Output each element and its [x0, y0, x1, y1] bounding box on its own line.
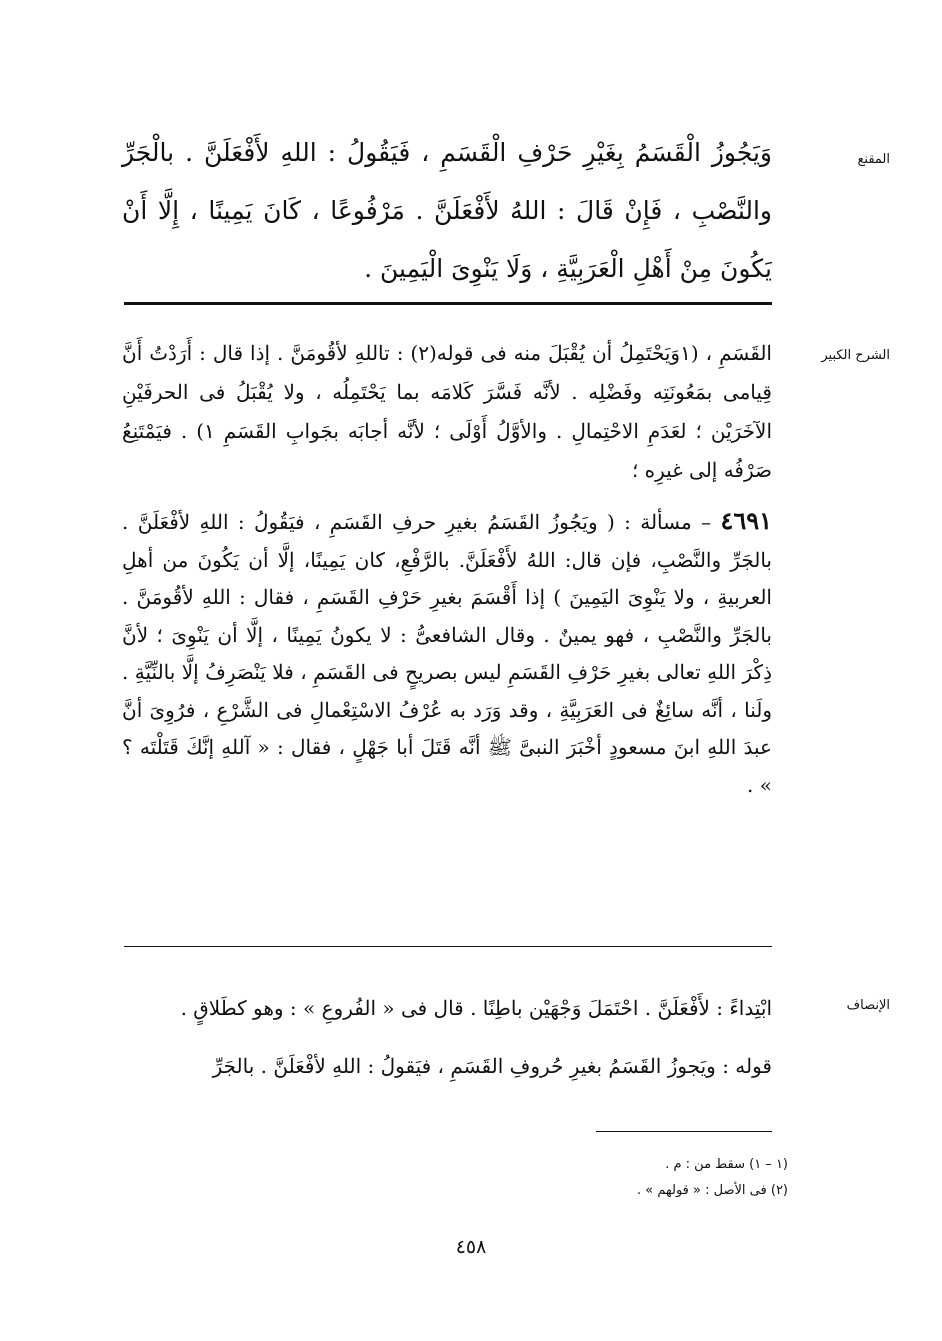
muqni-paragraph: وَيَجُوزُ الْقَسَمُ بِغَيْرِ حَرْفِ الْقَسَمِ ، فَيَقُولُ : اللهِ لأَفْعَلَنَّ . بالْجَرِّ والنَّصْبِ ، فَإِنْ قَالَ : اللهُ لأَفْعَلَنَّ . مَرْفُوعًا ، كَانَ يَمِينًا ، إِلَّا أَنْ يَكُونَ مِنْ أَهْلِ الْعَرَبِيَّةِ ، وَلَا يَنْوِىَ الْيَمِينَ . [122, 138, 772, 283]
footnotes [420, 1152, 788, 1204]
sharh-paragraph: القَسَمِ ، (١وَيَحْتَمِلُ أن يُقْبَلَ منه فى قوله(٢) : تاللهِ لأقُومَنَّ . إذا قال : أَرَدْتُ أَنَّ قِيامى بمَعُونَتِه وفَضْلِه . لأنَّه فَسَّرَ كَلامَه بما يَحْتَمِلُه ، ولا يُقْبَلُ فى الحرفَيْنِ الآخَرَيْن ؛ لعَدَمِ الاحْتِمالِ . والأوَّلُ أَوْلَى ؛ لأنَّه أجابَه بجَوابِ القَسَمِ ١) . فيَمْتَنِعُ صَرْفُه إلى غيرِه ؛ [122, 341, 773, 482]
footnote: (١ – ١) سقط من : م . [665, 1157, 788, 1172]
section-divider-thick [124, 302, 772, 305]
section-label-sharh: الشرح الكبير [821, 348, 890, 363]
section-label-muqni: المقنع [857, 152, 890, 167]
insaf-line: ابْتِداءً : لأَفْعَلَنَّ . احْتَمَلَ وَجْهَيْن باطِنًا . قال فى « الفُروعِ » : وهو كطَلاقٍ . [180, 996, 772, 1020]
page-number: ٤٥٨ [455, 1236, 487, 1258]
insaf-line: قوله : ويَجوزُ القَسَمُ بغيرِ حُروفِ القَسَمِ ، فيَقولُ : اللهِ لأفْعَلَنَّ . بالجَرِّ [212, 1054, 772, 1078]
sharh-text-block [122, 334, 772, 804]
masala-number: ٤٦٩١ [720, 506, 772, 535]
footnote-divider [596, 1131, 772, 1132]
section-label-insaf: الإنصاف [846, 998, 890, 1013]
masala-text: – مسألة : ( ويَجُوزُ القَسَمُ بغيرِ حرفِ القَسَمِ ، فيَقُولُ : اللهِ لأفْعَلَنَّ . بالجَرِّ والنَّصْبِ، فإن قال: اللهُ لأَفْعَلَنَّ. بالرَّفْعِ، كان يَمِينًا، إلَّا أن يَكُونَ من أهلِ العربيةِ ، ولا يَنْوِىَ اليَمِينَ ) إذا أَقْسَمَ بغيرِ حَرْفِ القَسَمِ ، فقال : اللهِ لأقُومَنَّ . بالجَرِّ والنَّصْبِ ، فهو يمينٌ . وقال الشافعىُّ : لا يكونُ يَمِينًا ، إلَّا أن يَنْوِىَ ؛ لأنَّ ذِكْرَ اللهِ تعالى بغيرِ حَرْفِ القَسَمِ ليس بصريحٍ فى القَسَمِ ، فلا يَنْصَرِفُ إلَّا بالنِّيَّةِ . ولَنا ، أنَّه سائِغٌ فى العَرَبِيَّةِ ، وقد وَرَد به عُرْفُ الاسْتِعْمالِ فى الشَّرْعِ ، فرُوِىَ أنَّ عبدَ اللهِ ابنَ مسعودٍ أخْبَرَ النبىَّ ﷺ أنَّه قَتَلَ أبا جَهْلٍ ، فقال : « آللهِ إنَّكَ قَتَلْتَه ؟ » . [122, 510, 772, 797]
muqni-text-block [122, 124, 772, 298]
insaf-text-block [122, 988, 772, 1086]
footnote: (٢) فى الأصل : « قولهم » . [637, 1183, 788, 1198]
section-divider-thin [124, 946, 772, 947]
masala-paragraph [122, 502, 772, 804]
